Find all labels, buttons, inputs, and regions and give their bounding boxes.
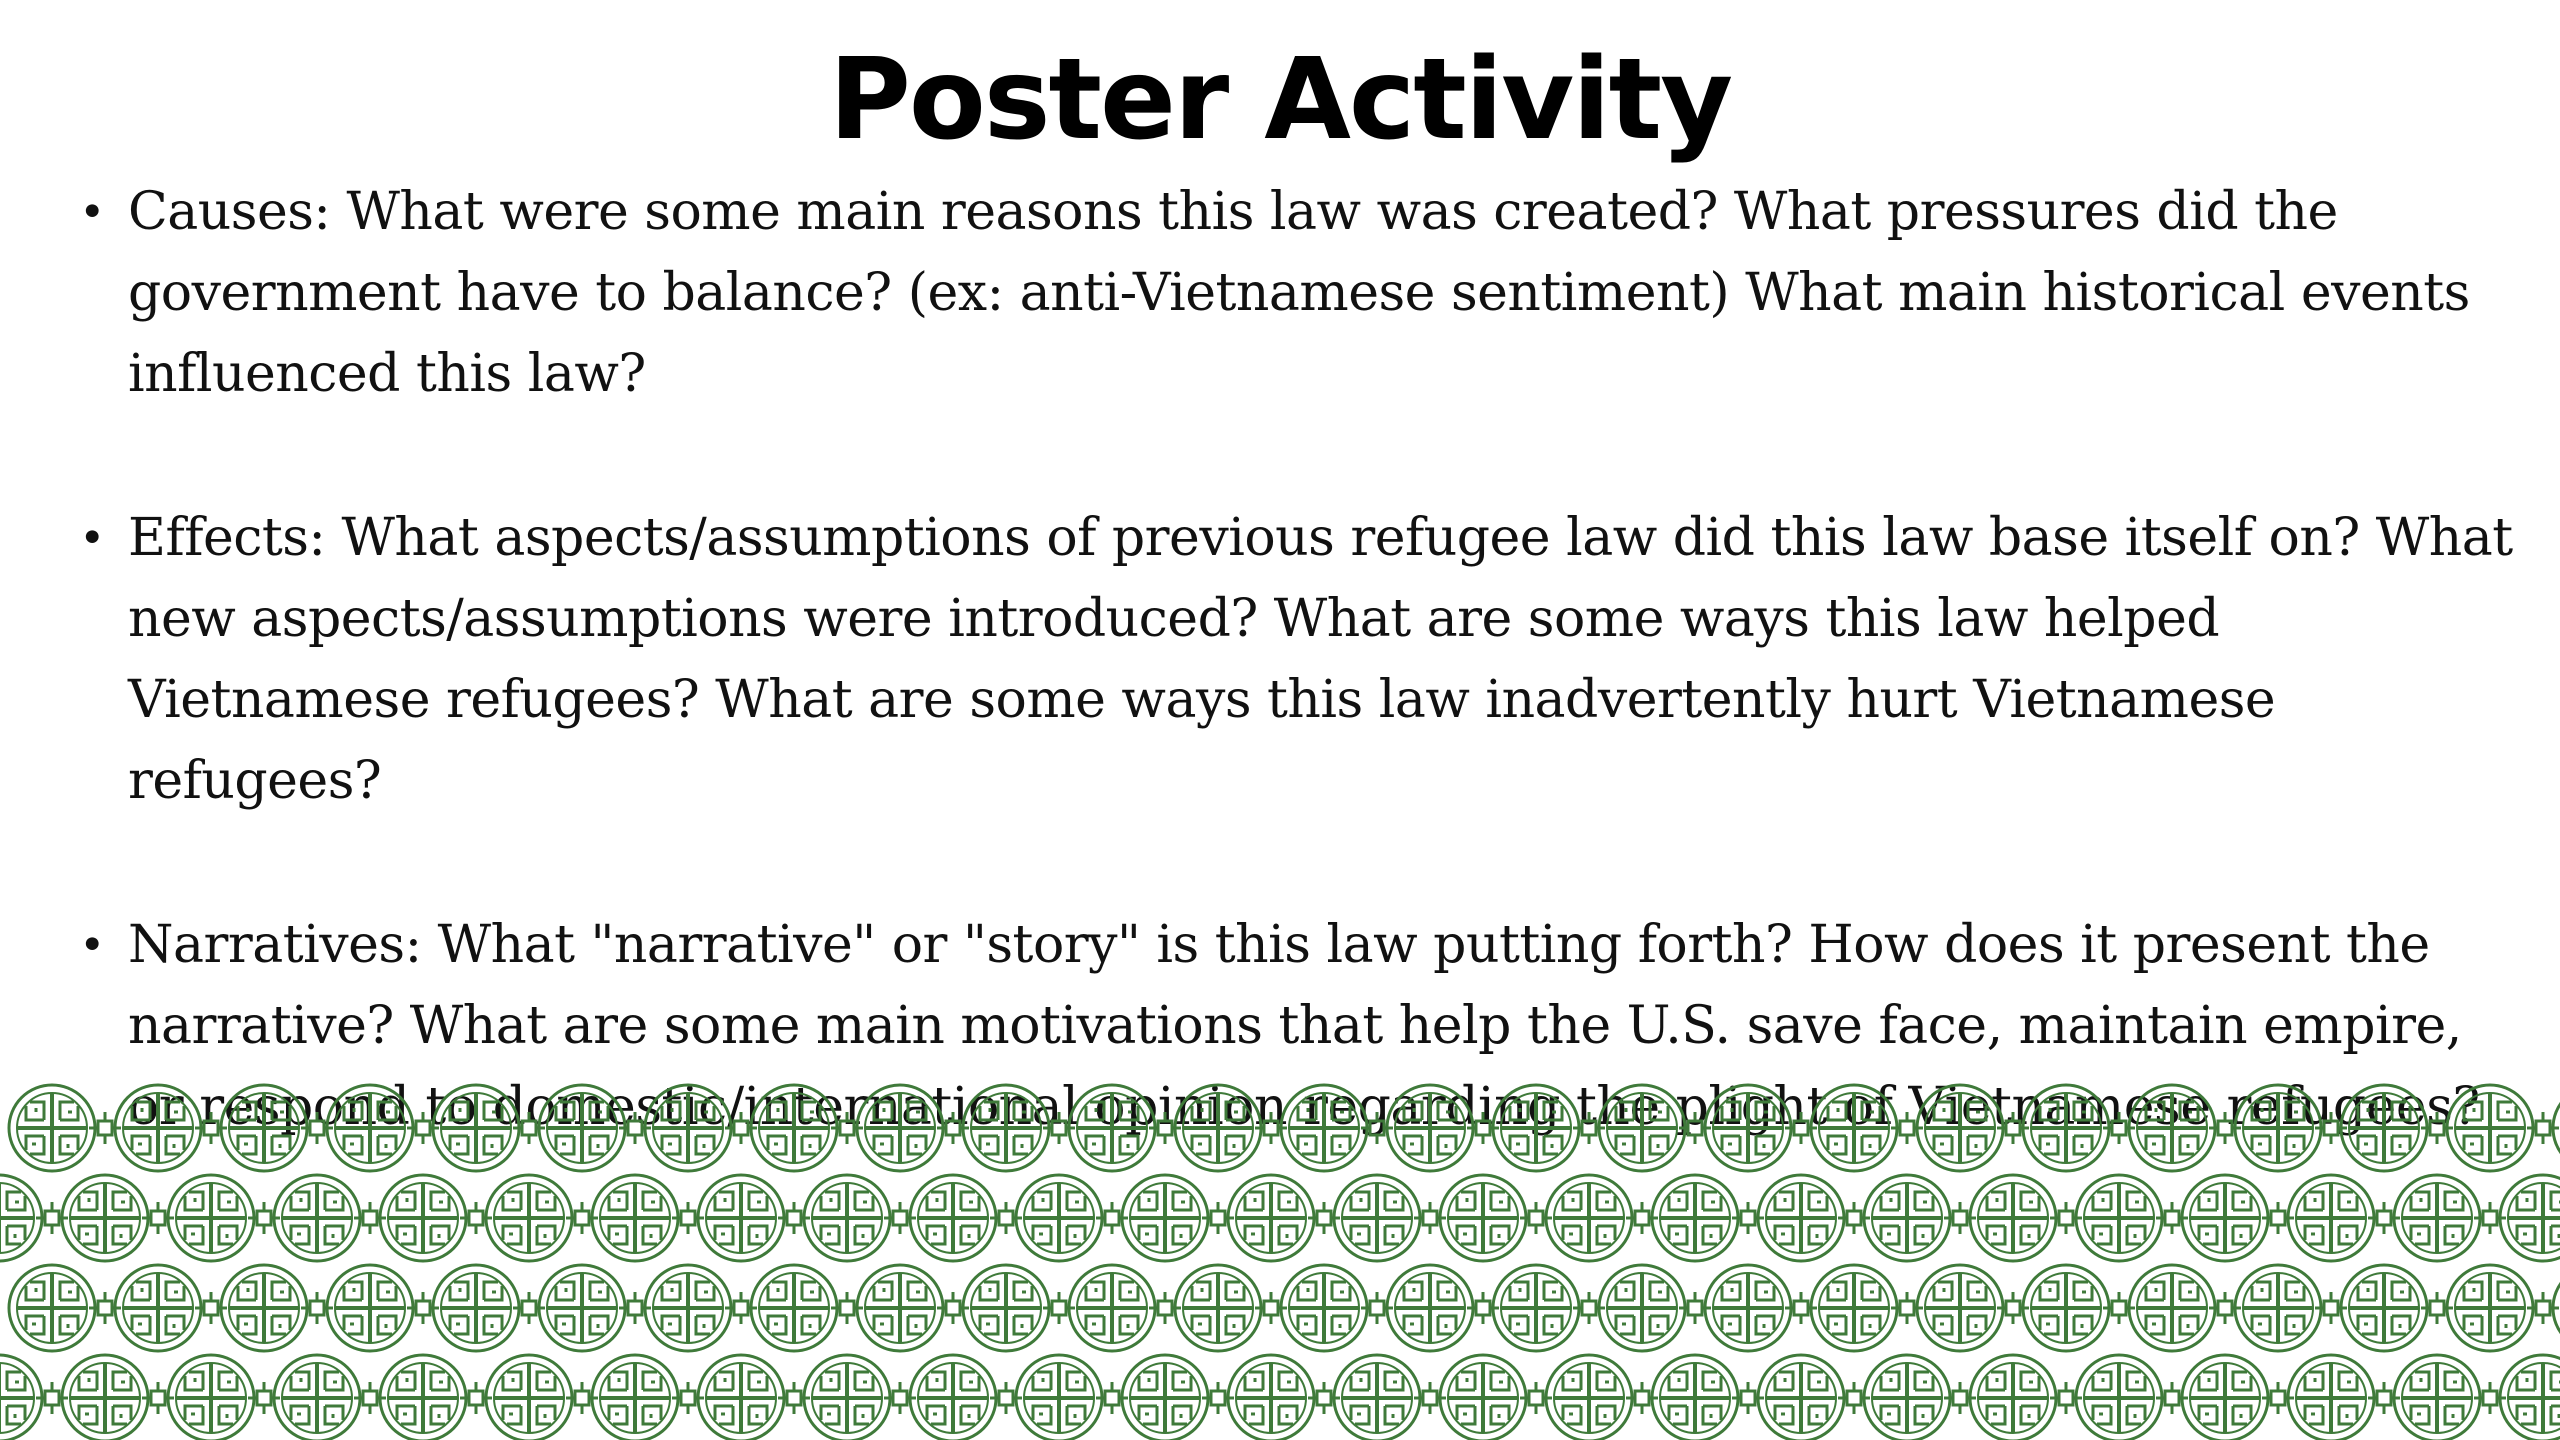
bullet-text: Narratives: What "narrative" or "story" is this law putting forth? How does it present the narrative? What are some main motivations that help the U.S. save face, maintain empire, or respond to domestic/international opinion regarding the plight of Vietnamese refugees? <box>128 915 2480 1137</box>
bullet-effects <box>72 498 2532 822</box>
bullet-text: Causes: What were some main reasons this law was created? What pressures did the government have to balance? (ex: anti-Vietnamese sentiment) What main historical events influenced this law? <box>128 182 2470 404</box>
bullet-dot-icon: • <box>79 513 105 564</box>
bullet-list <box>72 172 2532 1148</box>
decorative-medallion-pattern-icon <box>0 1080 2560 1440</box>
slide-title: Poster Activity <box>828 35 1732 165</box>
bullet-text: Effects: What aspects/assumptions of previous refugee law did this law base itself on? What new aspects/assumptions were introduced? What are some ways this law helped Vietnamese refugees? What are some ways this law inadvertently hurt Vietnamese refugees? <box>128 508 2513 811</box>
bullet-causes <box>72 172 2532 415</box>
bullet-dot-icon: • <box>79 187 105 238</box>
bullet-dot-icon: • <box>79 920 105 971</box>
